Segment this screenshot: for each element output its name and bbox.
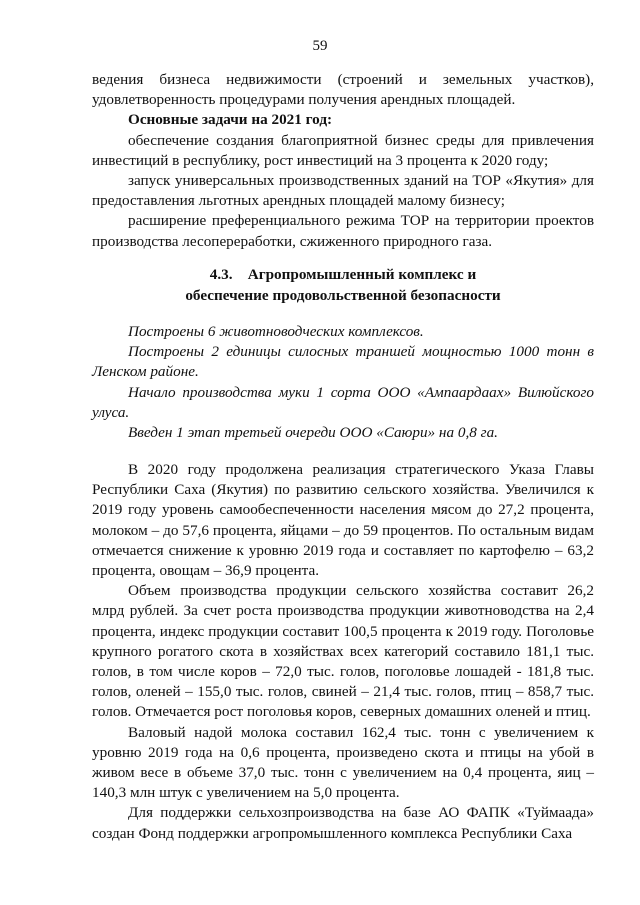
highlight-item: Начало производства муки 1 сорта ООО «Ампаардаах» Вилюйского улуса. xyxy=(92,383,594,421)
task-item: обеспечение создания благоприятной бизнес среды для привлечения инвестиций в республику, рост инвестиций на 3 процента к 2020 году; xyxy=(92,131,594,169)
body-paragraph: Валовый надой молока составил 162,4 тыс. тонн с увеличением к уровню 2019 года на 0,6 процента, произведено скота и птицы на убой в живом весе в объеме 37,0 тыс. тонн с увеличением на 0,4 процента, яиц – 140,3 млн штук с увеличением на 5,0 процента. xyxy=(92,723,594,802)
highlight-item: Построены 2 единицы силосных траншей мощностью 1000 тонн в Ленском районе. xyxy=(92,343,594,381)
body-paragraph: В 2020 году продолжена реализация стратегического Указа Главы Республики Саха (Якутия) по развитию сельского хозяйства. Увеличился к 2019 году уровень самообеспеченности населения мясом до 27,2 процента, молоком – до 57,6 процента, яйцами – до 59 процентов. По остальным видам отмечается снижение к уровню 2019 года и составляет по картофелю – 63,2 процента, овощам – 36,9 процента. xyxy=(92,461,594,580)
section-heading-line1: 4.3. Агропромышленный комплекс и xyxy=(209,266,477,283)
section-heading-line2: обеспечение продовольственной безопасности xyxy=(185,286,501,304)
body-block xyxy=(92,460,594,844)
task-item: расширение преференциального режима ТОР на территории проектов производства лесопереработки, сжиженного природного газа. xyxy=(92,212,594,250)
body-paragraph: Для поддержки сельхозпроизводства на базе АО ФАПК «Туймаада» создан Фонд поддержки агропромышленного комплекса Республики Саха xyxy=(92,804,594,842)
highlight-item: Введен 1 этап третьей очереди ООО «Саюри» на 0,8 га. xyxy=(128,424,498,442)
task-item: запуск универсальных производственных зданий на ТОР «Якутия» для предоставления льготных арендных площадей малому бизнесу; xyxy=(92,172,594,210)
tasks-heading: Основные задачи на 2021 год: xyxy=(128,111,333,129)
intro-block xyxy=(92,70,594,252)
highlight-item: Построены 6 животноводческих комплексов. xyxy=(128,323,424,340)
body-paragraph: Объем производства продукции сельского хозяйства составит 26,2 млрд рублей. За счет роста производства продукции животноводства на 2,4 процента, индекс продукции составит 100,5 процента к 2019 году. Поголовье крупного рогатого скота в хозяйствах всех категорий составило 181,1 тыс. голов, в том числе коров – 72,0 тыс. голов, поголовье лошадей - 181,8 тыс. голов, оленей – 155,0 тыс. голов, свиней – 21,4 тыс. голов, птиц – 858,7 тыс. голов. Отмечается рост поголовья коров, северных домашних оленей и птиц. xyxy=(92,582,594,721)
highlights-block xyxy=(92,322,594,443)
continuation-paragraph: ведения бизнеса недвижимости (строений и земельных участков), удовлетворенность процедурами получения арендных площадей. xyxy=(92,71,594,109)
section-heading xyxy=(92,265,594,306)
page-number: 59 xyxy=(312,38,328,54)
